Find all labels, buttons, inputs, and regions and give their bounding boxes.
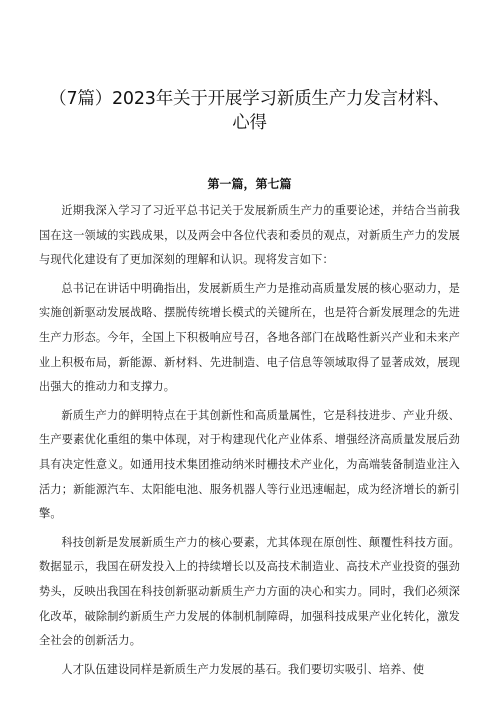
section-heading: 第一篇，第七篇 <box>207 177 292 191</box>
document-title-line1: （7篇）2023年关于开展学习新质生产力发言材料、 <box>49 89 450 109</box>
paragraph-4: 科技创新是发展新质生产力的核心要素，尤其体现在原创性、颠覆性科技方面。数据显示，我国在研发投入上的持续增长以及高技术制造业、高技术产业投资的强劲势头，反映出我国在科技创新驱动新质生产力方面的决心和实力。同时，我们必须深化改革，破除制约新质生产力发展的体制机制障碍，加强科技成果产业化转化，激发全社会的创新活力。 <box>39 535 460 648</box>
paragraph-5: 人才队伍建设同样是新质生产力发展的基石。我们要切实吸引、培养、使 <box>61 662 425 676</box>
document-title <box>39 87 460 135</box>
paragraph-1: 近期我深入学习了习近平总书记关于发展新质生产力的重要论述，并结合当前我国在这一领域的实践成果，以及两会中各位代表和委员的观点，对新质生产力的发展与现代化建设有了更加深刻的理解和认识。现将发言如下： <box>39 204 460 267</box>
paragraph-2: 总书记在讲话中明确指出，发展新质生产力是推动高质量发展的核心驱动力，是实施创新驱动发展战略、摆脱传统增长模式的关键所在，也是符合新发展理念的先进生产力形态。今年，全国上下积极响应号召，各地各部门在战略性新兴产业和未来产业上积极布局，新能源、新材料、先进制造、电子信息等领域取得了显著成效，展现出强大的推动力和支撑力。 <box>39 281 460 394</box>
document-title-line2: 心得 <box>232 113 267 133</box>
paragraph-3: 新质生产力的鲜明特点在于其创新性和高质量属性，它是科技进步、产业升级、生产要素优化重组的集中体现，对于构建现代化产业体系、增强经济高质量发展后劲具有决定性意义。如通用技术集团推动纳米时栅技术产业化，为高端装备制造业注入活力；新能源汽车、太阳能电池、服务机器人等行业迅速崛起，成为经济增长的新引擎。 <box>39 408 460 521</box>
